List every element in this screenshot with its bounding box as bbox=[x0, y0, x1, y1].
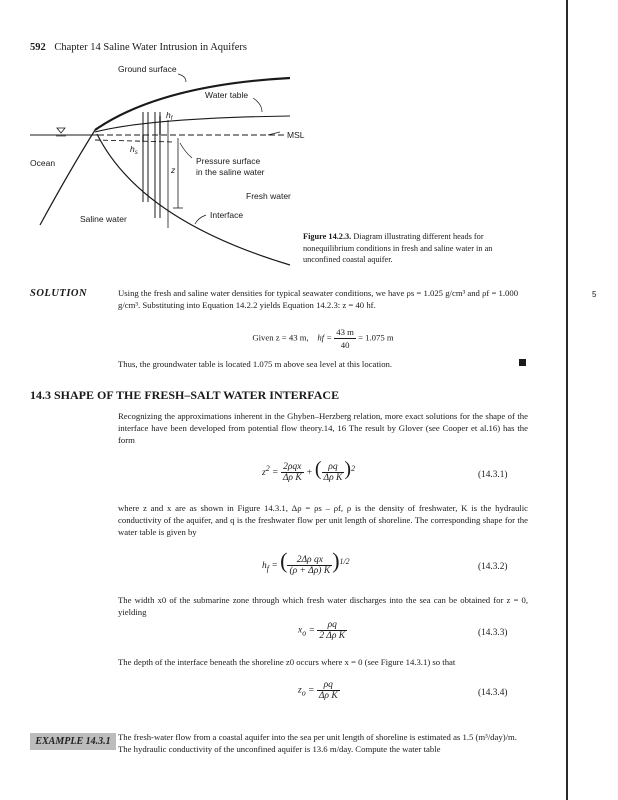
hs-label: $h_s$ bbox=[130, 144, 138, 156]
example-text: The fresh-water flow from a coastal aquifer into the sea per unit length of shoreline is estimated as 1.5 (m³/day)/m. The hydraulic conductivity of the unconfined aquifer is 13.6 m/day. Compute the water table bbox=[118, 732, 517, 755]
section-title: 14.3 SHAPE OF THE FRESH–SALT WATER INTERFACE bbox=[30, 388, 340, 402]
equation-number-2: (14.3.2) bbox=[478, 562, 508, 572]
fresh-water-label: Fresh water bbox=[246, 191, 291, 201]
equation-14-3-1: $z^2$ = $\frac{\text{2ρqx}}{\text{Δρ K}}$ + ( $\frac{\rho q}{\text{Δρ K}}$ )$^2$ bbox=[262, 458, 356, 484]
equation-14-3-2: $h_f$ = ( $\frac{\text{2Δρ qx}}{(\rho + \Delta\rho) K}$ )$^{1/2}$ bbox=[262, 548, 350, 577]
equation-number-4: (14.3.4) bbox=[478, 688, 508, 698]
equation-number-3: (14.3.3) bbox=[478, 628, 508, 638]
solution-paragraph: Using the fresh and saline water densities for typical seawater conditions, we have ρs = 1.025 g/cm³ and ρf = 1.000 g/cm³. Substituting into Equation 14.2.2 yields Equation 14.2.3: z = 40 hf. bbox=[118, 288, 519, 311]
example-label: EXAMPLE 14.3.1 bbox=[30, 733, 116, 750]
equation-14-3-4: $z_o$ = $\frac{\rho q}{\text{Δρ K}}$ bbox=[298, 680, 338, 701]
margin-mark: 5 bbox=[592, 290, 597, 299]
water-table-label: Water table bbox=[205, 90, 249, 100]
equation-14-3-3: $x_o$ = $\frac{\rho q}{\text{2 Δρ K}}$ bbox=[298, 620, 346, 641]
msl-label: MSL bbox=[287, 130, 305, 140]
end-of-solution-mark bbox=[519, 359, 526, 366]
page-edge-line bbox=[566, 0, 568, 800]
saline-water-label: Saline water bbox=[80, 214, 127, 224]
hf-label: $h_f$ bbox=[166, 110, 173, 122]
ocean-label: Ocean bbox=[30, 158, 56, 168]
solution-heading: SOLUTION bbox=[30, 288, 88, 299]
z-label: z bbox=[171, 165, 176, 175]
figure-caption-label: Figure 14.2.3. bbox=[303, 232, 352, 241]
equation-number-1: (14.3.1) bbox=[478, 470, 508, 480]
section-paragraph-3: The width x0 of the submarine zone through which fresh water discharges into the sea can be obtained for z = 0, yielding bbox=[118, 595, 528, 618]
solution-conclusion: Thus, the groundwater table is located 1.075 m above sea level at this location. bbox=[118, 359, 393, 369]
running-header bbox=[30, 42, 247, 53]
ground-surface-label: Ground surface bbox=[118, 64, 177, 74]
section-paragraph-4: The depth of the interface beneath the shoreline z0 occurs where x = 0 (see Figure 14.3.1) so that bbox=[118, 657, 456, 667]
fraction-numerator: 43 m bbox=[334, 326, 356, 339]
given-text: Given z = 43 m, bbox=[252, 332, 309, 343]
section-paragraph-1: Recognizing the approximations inherent in the Ghyben–Herzberg relation, more exact solutions for the shape of the interface have been developed from potential flow theory.14, 16 The result by Glover (see Cooper et al.16) has the form bbox=[118, 411, 528, 446]
solution-equation bbox=[118, 326, 528, 351]
page-number: 592 bbox=[30, 42, 46, 53]
solution-fraction bbox=[334, 326, 356, 351]
fraction-denominator: 40 bbox=[340, 340, 350, 351]
pressure-surface-label-2: in the saline water bbox=[196, 167, 265, 177]
interface-label: Interface bbox=[210, 210, 244, 220]
hf-lhs: hf = bbox=[317, 332, 333, 343]
pressure-surface-label-1: Pressure surface bbox=[196, 156, 261, 166]
section-paragraph-2: where z and x are as shown in Figure 14.3.1, Δρ = ρs – ρf, ρ is the density of freshwater, K is the hydraulic conductivity of the aquifer, and q is the freshwater flow per unit length of shoreline. The corresponding shape for the water table is given by bbox=[118, 503, 528, 538]
figure-caption-text: Diagram illustrating different heads for nonequilibrium conditions in fresh and saline water in an unconfined coastal aquifer. bbox=[303, 232, 493, 264]
running-title: Chapter 14 Saline Water Intrusion in Aquifers bbox=[54, 42, 247, 53]
hf-result: = 1.075 m bbox=[358, 332, 394, 343]
figure-caption bbox=[303, 231, 528, 266]
